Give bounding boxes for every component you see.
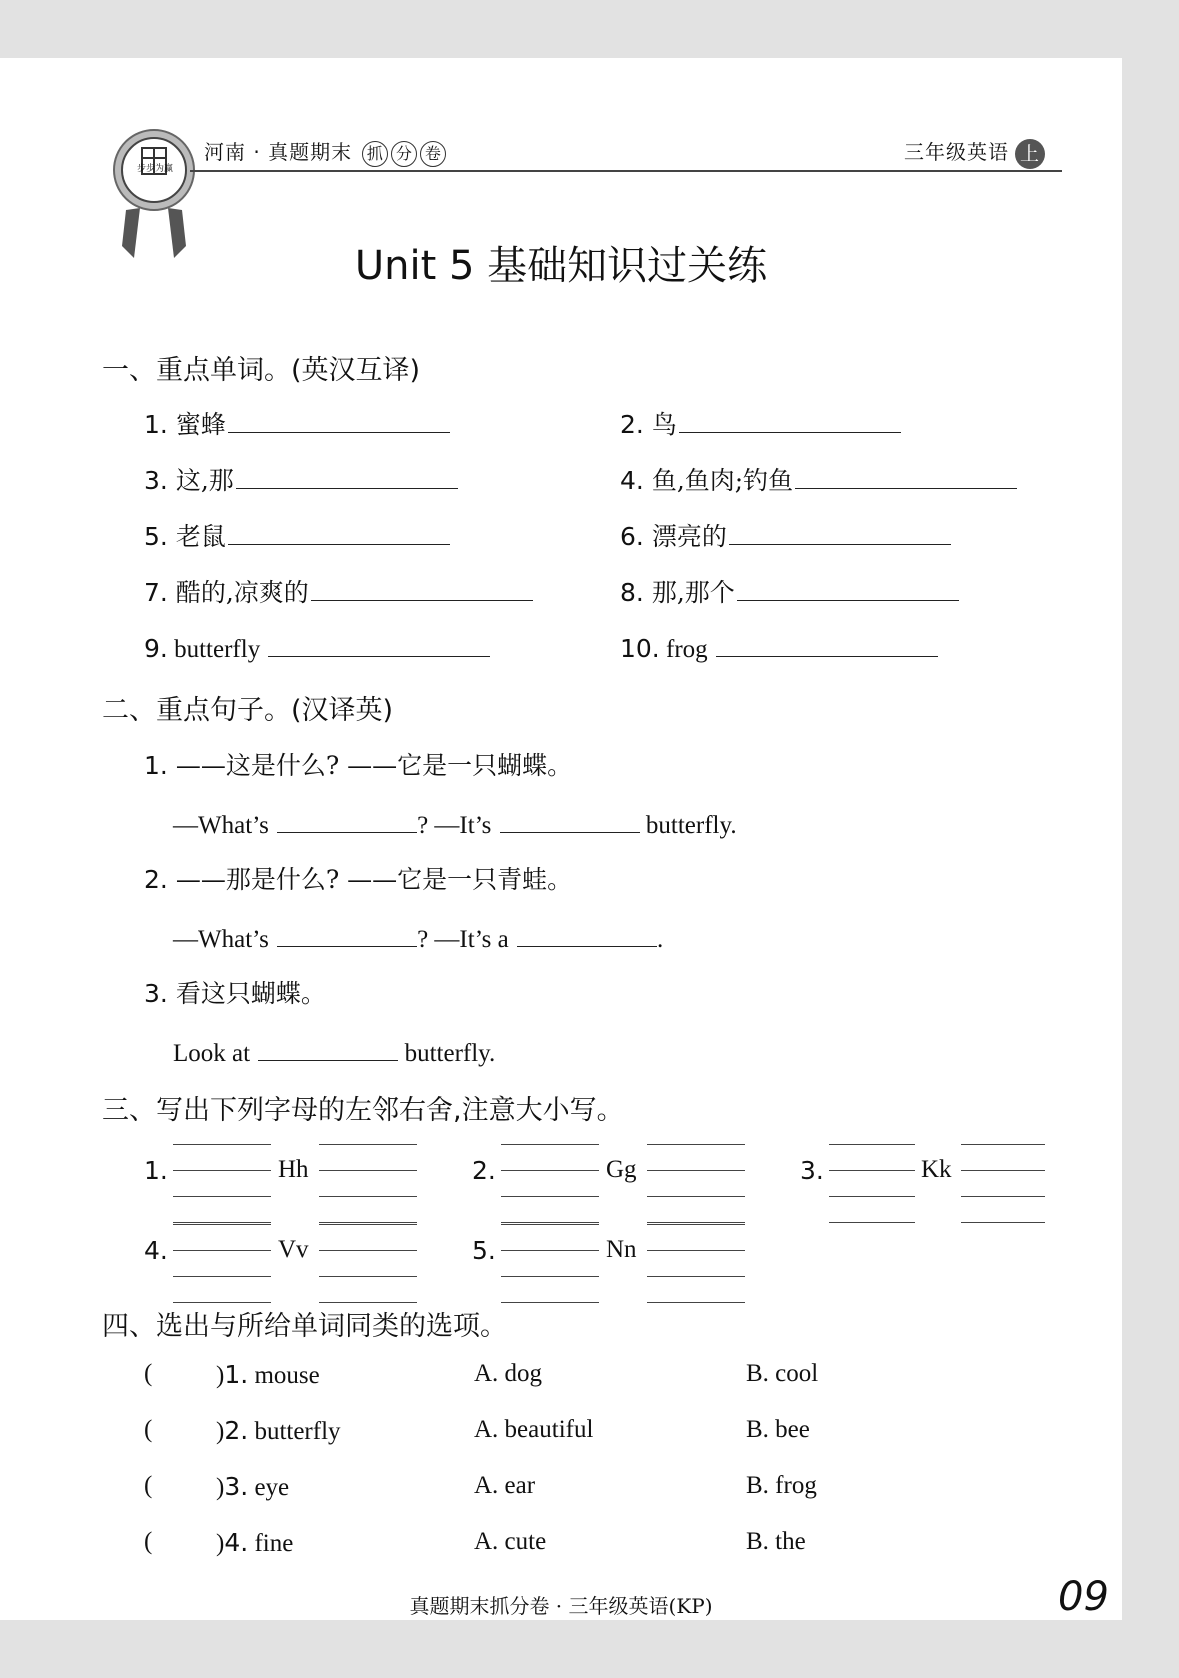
option-a: A. beautiful [474, 1416, 594, 1443]
answer-blank[interactable] [258, 1032, 398, 1061]
given-letter: Hh [278, 1156, 309, 1183]
letter-grid[interactable] [647, 1144, 745, 1224]
word-item: 5. 老鼠 [144, 516, 450, 553]
given-letter: Vv [278, 1236, 309, 1263]
answer-blank[interactable] [737, 572, 959, 601]
option-a: A. cute [474, 1528, 547, 1555]
option-a: A. ear [474, 1472, 536, 1499]
answer-blank[interactable] [277, 918, 417, 947]
answer-blank[interactable] [277, 804, 417, 833]
letter-item-num: 1. [144, 1156, 168, 1185]
letter-item-num: 5. [472, 1236, 496, 1265]
volume-badge: 上 [1015, 139, 1045, 169]
sentence-prompt: 2. ——那是什么? ——它是一只青蛙。 [144, 865, 573, 894]
letter-grid[interactable] [319, 1224, 417, 1304]
letter-item-num: 4. [144, 1236, 168, 1265]
word-item: 7. 酷的,凉爽的 [144, 572, 533, 609]
answer-blank[interactable] [729, 516, 951, 545]
letter-grid[interactable] [319, 1144, 417, 1224]
option-b: B. frog [746, 1472, 817, 1499]
answer-blank[interactable] [679, 404, 901, 433]
sentence-answer: —What’s ? —It’s butterfly. [173, 804, 737, 840]
word-item: 3. 这,那 [144, 460, 458, 497]
letter-grid[interactable] [961, 1144, 1045, 1224]
word-item: 8. 那,那个 [620, 572, 959, 609]
choice-paren-open[interactable]: ( [144, 1472, 153, 1499]
option-a: A. dog [474, 1360, 543, 1387]
tag-char: 抓 [362, 141, 388, 167]
answer-blank[interactable] [517, 918, 657, 947]
given-letter: Gg [606, 1156, 637, 1183]
letter-grid[interactable] [647, 1224, 745, 1304]
choice-question: )2. butterfly [216, 1416, 341, 1445]
letter-item-num: 3. [800, 1156, 824, 1185]
letter-item-num: 2. [472, 1156, 496, 1185]
letter-grid[interactable] [501, 1144, 599, 1224]
sentence-answer: Look at butterfly. [173, 1032, 495, 1068]
choice-paren-open[interactable]: ( [144, 1416, 153, 1443]
page-number: 09 [1058, 1574, 1109, 1620]
option-b: B. bee [746, 1416, 810, 1443]
word-item: 2. 鸟 [620, 404, 901, 441]
choice-paren-open[interactable]: ( [144, 1360, 153, 1387]
option-b: B. cool [746, 1360, 819, 1387]
answer-blank[interactable] [268, 628, 490, 657]
tag-char: 卷 [420, 141, 446, 167]
header-series: 河南 · 真题期末 抓 分 卷 [204, 136, 446, 167]
letter-grid[interactable] [173, 1144, 271, 1224]
answer-blank[interactable] [228, 516, 450, 545]
answer-blank[interactable] [236, 460, 458, 489]
footer-text: 真题期末抓分卷 · 三年级英语(KP) [409, 1594, 713, 1618]
section2-heading: 二、重点句子。(汉译英) [102, 695, 394, 726]
answer-blank[interactable] [311, 572, 533, 601]
sentence-prompt: 1. ——这是什么? ——它是一只蝴蝶。 [144, 751, 573, 780]
section4-heading: 四、选出与所给单词同类的选项。 [102, 1311, 507, 1342]
answer-blank[interactable] [795, 460, 1017, 489]
sentence-prompt: 3. 看这只蝴蝶。 [144, 979, 326, 1008]
header-divider [190, 170, 1062, 172]
letter-grid[interactable] [501, 1224, 599, 1304]
given-letter: Kk [921, 1156, 952, 1183]
option-b: B. the [746, 1528, 806, 1555]
word-item: 9. butterfly [144, 628, 490, 664]
worksheet-page [0, 58, 1122, 1620]
answer-blank[interactable] [228, 404, 450, 433]
choice-paren-open[interactable]: ( [144, 1528, 153, 1555]
word-item: 10. frog [620, 628, 938, 664]
letter-grid[interactable] [829, 1144, 915, 1224]
sentence-answer: —What’s ? —It’s a . [173, 918, 663, 954]
logo-text: 步步为赢 [136, 164, 173, 174]
word-item: 1. 蜜蜂 [144, 404, 450, 441]
tag-char: 分 [391, 141, 417, 167]
word-item: 4. 鱼,鱼肉;钓鱼 [620, 460, 1017, 497]
choice-question: )3. eye [216, 1472, 290, 1501]
answer-blank[interactable] [500, 804, 640, 833]
page-title: Unit 5 基础知识过关练 [354, 243, 768, 289]
header-grade: 三年级英语 上 [904, 136, 1045, 169]
choice-question: )4. fine [216, 1528, 294, 1557]
section1-heading: 一、重点单词。(英汉互译) [102, 355, 421, 386]
given-letter: Nn [606, 1236, 637, 1263]
section3-heading: 三、写出下列字母的左邻右舍,注意大小写。 [102, 1095, 624, 1126]
answer-blank[interactable] [716, 628, 938, 657]
letter-grid[interactable] [173, 1224, 271, 1304]
choice-question: )1. mouse [216, 1360, 320, 1389]
word-item: 6. 漂亮的 [620, 516, 951, 553]
